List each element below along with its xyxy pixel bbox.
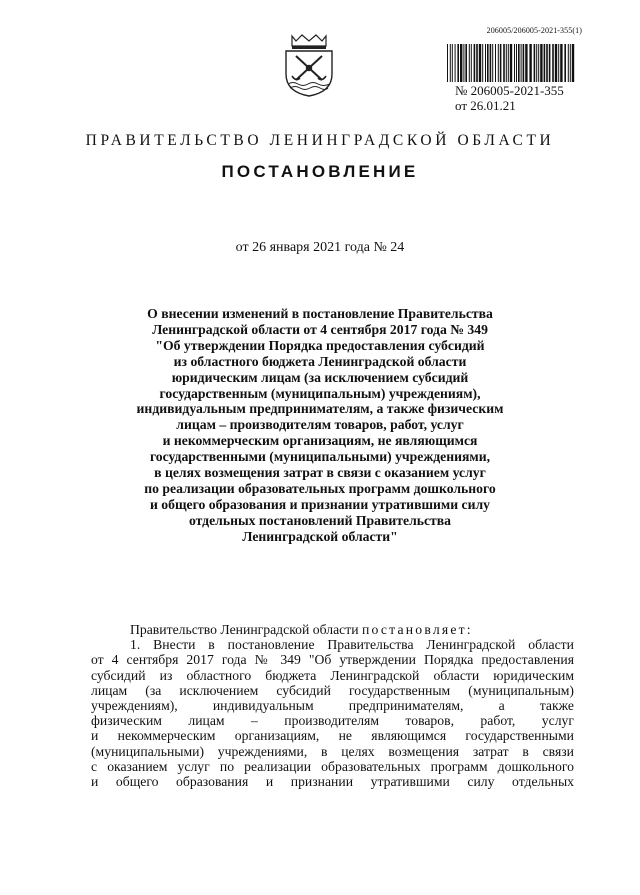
body-line: учреждениям), индивидуальным предпринимателям, а также	[91, 698, 574, 714]
body-line: субсидий из областного бюджета Ленинградской области юридическим	[91, 667, 574, 683]
body-line: и некоммерческим организациям, не являющимся государственными	[91, 728, 574, 744]
title-line: лицам – производителям товаров, работ, услуг	[176, 417, 464, 433]
title-line: "Об утверждении Порядка предоставления субсидий	[155, 337, 485, 353]
body-line: лицам (за исключением субсидий государственным (муниципальным)	[91, 682, 574, 698]
document-title	[80, 306, 560, 545]
body-line: (муниципальными) учреждениями, в целях возмещения затрат в связи	[91, 743, 574, 759]
title-line: государственным (муниципальным) учреждениям),	[159, 385, 481, 401]
preamble-subject: Правительство Ленинградской области	[130, 622, 359, 637]
document-type: ПОСТАНОВЛЕНИЕ	[221, 162, 419, 181]
title-line: отдельных постановлений Правительства	[188, 512, 452, 528]
body-line: физическим лицам – производителям товаров, работ, услуг	[91, 713, 574, 729]
title-line: юридическим лицам (за исключением субсидий	[171, 369, 469, 385]
title-line: государственными (муниципальными) учреждениями,	[149, 449, 491, 465]
document-date: от 26 января 2021 года № 24	[235, 240, 405, 255]
body-line: с оказанием услуг по реализации образовательных программ дошкольного	[91, 758, 574, 774]
title-line: в целях возмещения затрат в связи с оказанием услуг	[154, 465, 486, 481]
document-reference: 206005/206005-2021-355(1)	[486, 26, 582, 35]
registration-stamp	[455, 83, 564, 113]
title-line: и общего образования и признании утратившими силу	[149, 496, 491, 512]
body-line: и общего образования и признании утратившими силу отдельных	[91, 774, 574, 790]
title-line: из областного бюджета Ленинградской области	[173, 353, 467, 369]
title-line: и некоммерческим организациям, не являющимся	[162, 433, 478, 449]
title-line: по реализации образовательных программ дошкольного	[144, 480, 496, 496]
title-line: индивидуальным предпринимателям, а также физическим	[136, 401, 504, 417]
title-line: О внесении изменений в постановление Правительства	[147, 306, 493, 321]
preamble	[91, 622, 574, 637]
registration-number: № 206005-2021-355	[455, 83, 564, 98]
title-line: Ленинградской области от 4 сентября 2017 года № 349	[152, 321, 488, 337]
registration-date: от 26.01.21	[455, 98, 516, 113]
body-line: от 4 сентября 2017 года № 349 "Об утверждении Порядка предоставления	[91, 652, 574, 668]
coat-of-arms-icon	[283, 32, 335, 98]
body-line: 1. Внести в постановление Правительства Ленинградской области	[130, 637, 574, 653]
authority-heading: ПРАВИТЕЛЬСТВО ЛЕНИНГРАДСКОЙ ОБЛАСТИ	[85, 132, 555, 149]
barcode-icon	[447, 44, 577, 82]
document-body	[91, 622, 574, 789]
title-line: Ленинградской области"	[242, 528, 398, 544]
preamble-verb: постановляет:	[361, 622, 473, 637]
